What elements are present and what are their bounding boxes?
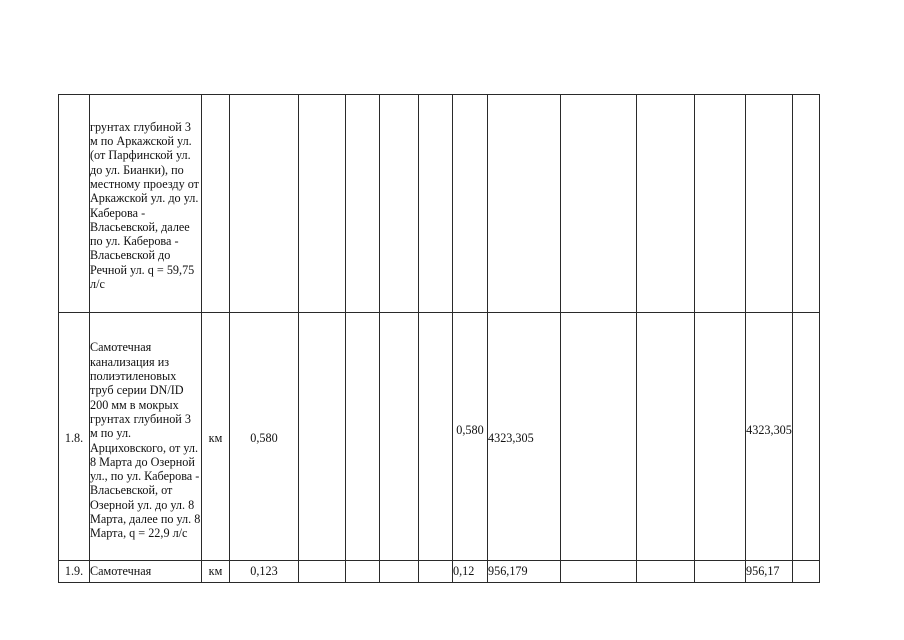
row-quantity-2: 0,12: [453, 561, 488, 583]
empty-cell: [793, 95, 820, 313]
empty-cell: [299, 95, 346, 313]
empty-cell: [346, 561, 380, 583]
empty-cell: [299, 313, 346, 561]
row-quantity-2: [453, 95, 488, 313]
row-number: 1.9.: [59, 561, 90, 583]
row-unit: [202, 95, 230, 313]
empty-cell: [380, 561, 419, 583]
empty-cell: [637, 95, 695, 313]
empty-cell: [299, 561, 346, 583]
row-total: 4323,305: [746, 313, 793, 561]
row-quantity: 0,123: [230, 561, 299, 583]
empty-cell: [695, 561, 746, 583]
empty-cell: [561, 313, 637, 561]
empty-cell: [695, 313, 746, 561]
empty-cell: [380, 313, 419, 561]
row-quantity: [230, 95, 299, 313]
row-description: Самотечная: [90, 561, 202, 583]
empty-cell: [561, 561, 637, 583]
empty-cell: [380, 95, 419, 313]
row-quantity: 0,580: [230, 313, 299, 561]
row-unit: км: [202, 561, 230, 583]
empty-cell: [346, 95, 380, 313]
empty-cell: [793, 561, 820, 583]
row-unit: км: [202, 313, 230, 561]
table-row: [59, 561, 820, 583]
empty-cell: [637, 313, 695, 561]
row-quantity-2: 0,580: [453, 313, 488, 561]
empty-cell: [637, 561, 695, 583]
table-row: [59, 313, 820, 561]
row-number: [59, 95, 90, 313]
row-description: грунтах глубиной 3 м по Аркажской ул. (от Парфинской ул. до ул. Бианки), по местному проезду от Аркажской ул. до ул. Каберова - Власьевской, далее по ул. Каберова - Власьевской до Речной ул. q = 59,75 л/с: [90, 95, 202, 313]
empty-cell: [419, 313, 453, 561]
row-cost: 4323,305: [488, 313, 561, 561]
empty-cell: [793, 313, 820, 561]
row-description: Самотечная канализация из полиэтиленовых труб серии DN/ID 200 мм в мокрых грунтах глубиной 3 м по ул. Арциховского, от ул. 8 Марта до Озерной ул., по ул. Каберова - Власьевской, от Озерной ул. до ул. 8 Марта, далее по ул. 8 Марта, q = 22,9 л/с: [90, 313, 202, 561]
table-row: [59, 95, 820, 313]
row-cost: [488, 95, 561, 313]
row-total: 956,17: [746, 561, 793, 583]
empty-cell: [419, 561, 453, 583]
empty-cell: [346, 313, 380, 561]
empty-cell: [561, 95, 637, 313]
empty-cell: [419, 95, 453, 313]
row-cost: 956,179: [488, 561, 561, 583]
empty-cell: [695, 95, 746, 313]
investment-table: [58, 94, 820, 583]
row-total: [746, 95, 793, 313]
row-number: 1.8.: [59, 313, 90, 561]
